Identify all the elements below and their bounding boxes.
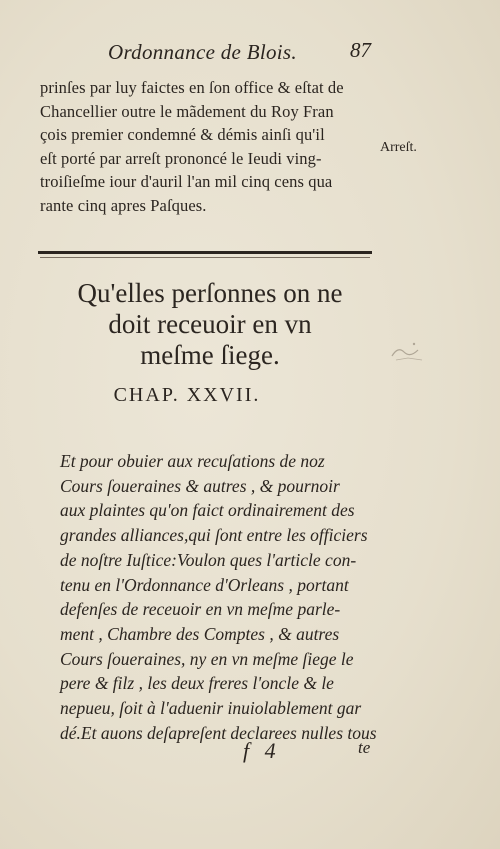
italic-line: nepueu, ſoit à l'aduenir inuiolablement gar — [60, 698, 362, 719]
italic-line: grandes alliances,qui ſont entre les officiers — [60, 525, 368, 546]
italic-line: de noſtre Iuſtice:Voulon ques l'article con- — [60, 549, 357, 570]
ink-show-through — [388, 338, 428, 364]
italic-line: pere & filz , les deux freres l'oncle & le — [60, 673, 334, 694]
italic-line: dé.Et auons deſapreſent declarees nulles tous — [60, 722, 377, 743]
text-line: rante cinq apres Paſques. — [40, 195, 207, 215]
chapter-text — [60, 449, 378, 745]
heading-line: Qu'elles perſonnes on ne — [77, 278, 343, 308]
text-line: prinſes par luy faictes en ſon office & eſtat de — [40, 78, 344, 97]
italic-line: Et pour obuier aux recuſations de noz — [60, 451, 325, 471]
italic-line: tenu en l'Ordonnance d'Orleans , portant — [60, 574, 349, 595]
italic-line: Cours ſoueraines, ny en vn meſme ſiege le — [60, 648, 354, 669]
italic-line: Cours ſoueraines & autres , & pournoir — [60, 475, 340, 496]
text-line: Chancellier outre le mãdement du Roy Fran — [40, 101, 334, 121]
italic-line: ment , Chambre des Comptes , & autres — [60, 623, 340, 644]
running-title: Ordonnance de Blois. — [108, 40, 297, 64]
heading-line: meſme ſiege. — [140, 340, 280, 370]
section-heading — [60, 278, 360, 371]
text-line: eſt porté par arreſt prononcé le Ieudi ving- — [40, 148, 322, 168]
text-line: troiſieſme iour d'auril l'an mil cinq cens qua — [40, 172, 333, 191]
catchword: te — [358, 738, 371, 757]
page-number: 87 — [350, 38, 371, 62]
text-line: çois premier condemné & démis ainſi qu'il — [40, 125, 325, 144]
section-rule-thin — [40, 257, 370, 258]
body-text — [40, 76, 380, 217]
chapter-label: CHAP. XXVII. — [113, 384, 261, 406]
margin-note: Arreſt. — [380, 140, 417, 155]
heading-line: doit receuoir en vn — [108, 309, 312, 339]
italic-line: aux plaintes qu'on faict ordinairement des — [60, 500, 355, 521]
italic-line: defenſes de receuoir en vn meſme parle- — [60, 599, 341, 620]
section-rule — [38, 251, 372, 254]
signature-mark: f 4 — [243, 738, 276, 763]
